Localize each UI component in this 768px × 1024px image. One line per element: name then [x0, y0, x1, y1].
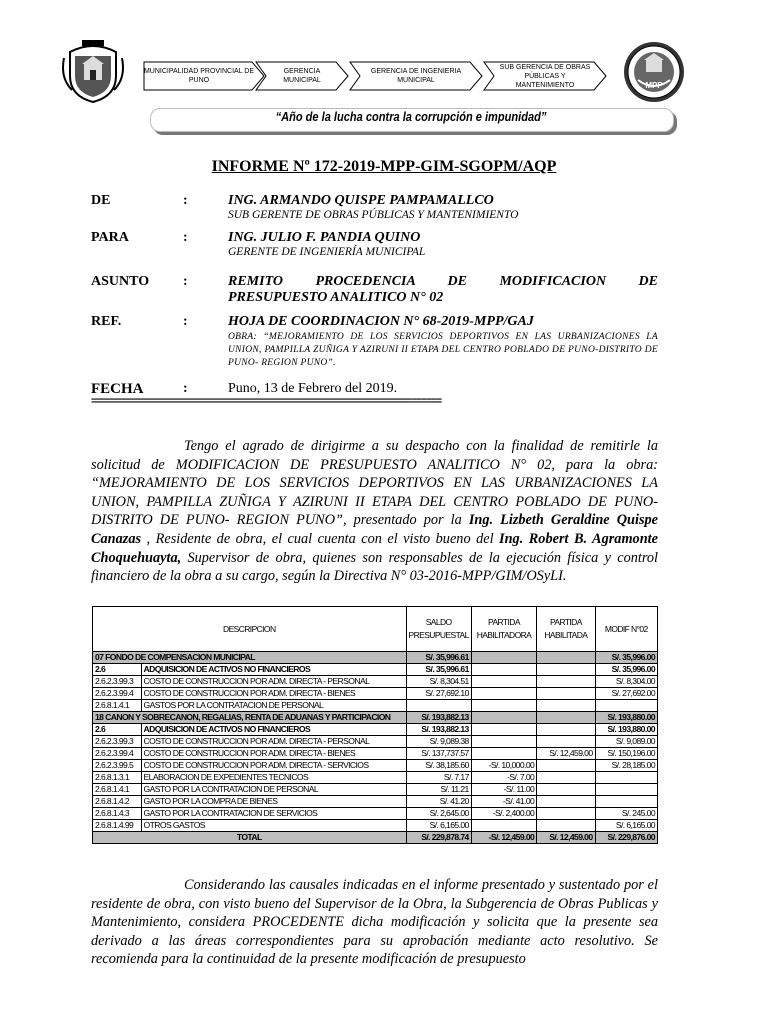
table-row: 2.6 ADQUISICION DE ACTIVOS NO FINANCIEROS S/. 193,882.13 S/. 193,880.00	[93, 724, 658, 736]
ref-colon: :	[183, 314, 188, 329]
report-title: INFORME Nº 172-2019-MPP-GIM-SGOPM/AQP	[211, 158, 557, 175]
header-partida-habilitadora: PARTIDA HABILITADORA	[471, 607, 536, 652]
table-row: 2.6.8.1.4.1 GASTOS POR LA CONTRATACION DE PERSONAL	[93, 700, 658, 712]
table-row: 2.6.8.1.4.2 GASTO POR LA COMPRA DE BIENES S/. 41.20 -S/. 41.00	[93, 796, 658, 808]
obra-description: OBRA: “MEJORAMIENTO DE LOS SERVICIOS DEPORTIVOS EN LAS URBANIZACIONES LA UNION, PAMPILLA ZUÑIGA Y AZIRUNI II ETAPA DEL CENTRO POBLADO DE PUNO-DISTRITO DE PUNO- REGION PUNO”.	[228, 332, 658, 368]
budget-modification-table	[92, 606, 658, 844]
asunto-colon: :	[183, 274, 188, 289]
table-row: 18 CANON Y SOBRECANON, REGALIAS, RENTA DE ADUANAS Y PARTICIPACION S/. 193,882.13 S/. 193,880.00	[93, 712, 658, 724]
para-colon: :	[183, 230, 188, 245]
de-name: ING. ARMANDO QUISPE PAMPAMALLCO	[228, 193, 494, 208]
ref-label: REF.	[91, 314, 122, 329]
breadcrumb-municipalidad: MUNICIPALIDAD PROVINCIAL DE PUNO	[140, 58, 270, 94]
table-row: 2.6.8.1.4.1 GASTO POR LA CONTRATACION DE PERSONAL S/. 11.21 -S/. 11.00	[93, 784, 658, 796]
table-row: 2.6 ADQUISICION DE ACTIVOS NO FINANCIEROS S/. 35,996.61 S/. 35,996.00	[93, 664, 658, 676]
separator-line: ======================================================================	[91, 397, 442, 408]
table-row: 2.6.2.3.99.4 COSTO DE CONSTRUCCION POR ADM. DIRECTA - BIENES S/. 27,692.10 S/. 27,692.00	[93, 688, 658, 700]
year-motto: “Año de la lucha contra la corrupción e impunidad”	[275, 109, 547, 124]
table-row: 2.6.2.3.99.3 COSTO DE CONSTRUCCION POR ADM. DIRECTA - PERSONAL S/. 8,304.51 S/. 8,304.00	[93, 676, 658, 688]
breadcrumb-subgerencia: SUB GERENCIA DE OBRAS PÚBLICAS Y MANTENIMIENTO	[480, 58, 610, 94]
municipal-coat-of-arms-icon	[62, 38, 124, 104]
de-label: DE	[91, 193, 111, 208]
table-row: 2.6.8.1.4.3 GASTO POR LA CONTRATACION DE SERVICIOS S/. 2,645.00 -S/. 2,400.00 S/. 245.00	[93, 808, 658, 820]
table-row: 2.6.2.3.99.3 COSTO DE CONSTRUCCION POR ADM. DIRECTA - PERSONAL S/. 9,089.38 S/. 9,089.00	[93, 736, 658, 748]
asunto-line-2: PRESUPUESTO ANALITICO N° 02	[228, 290, 444, 305]
paragraph-2: Considerando las causales indicadas en el informe presentado y sustentado por el residente de obra, con visto bueno del Supervisor de la Obra, la Subgerencia de Obras Publicas y Mantenimiento, considera PROCEDENTE dicha modificación y solicita que la presente sea derivado a las áreas correspondientes para su aprobación mediante acto resolutivo. Se recomienda para la continuidad de la presente modificación de presupuesto	[91, 877, 658, 968]
asunto-label: ASUNTO	[91, 274, 150, 289]
fecha-label: FECHA	[91, 381, 144, 397]
de-colon: :	[183, 193, 188, 208]
header-descripcion: DESCRIPCION	[93, 607, 407, 652]
mpp-seal-icon	[622, 40, 686, 104]
ref-value: HOJA DE COORDINACION N° 68-2019-MPP/GAJ	[228, 314, 534, 329]
fecha-colon: :	[183, 381, 188, 396]
fecha-value: Puno, 13 de Febrero del 2019.	[228, 381, 398, 396]
para-label: PARA	[91, 230, 129, 245]
paragraph-1: Tengo el agrado de dirigirme a su despacho con la finalidad de remitirle la solicitud de MODIFICACION DE PRESUPUESTO ANALITICO N° 02, para la obra: “MEJORAMIENTO DE LOS SERVICIOS DEPORTIVOS EN LAS URBANIZACIONES LA UNION, PAMPILLA ZUÑIGA Y AZIRUNI II ETAPA DEL CENTRO POBLADO DE PUNO-DISTRITO DE PUNO- REGION PUNO”, presentado por la Ing. Lizbeth Geraldine Quispe Canazas , Residente de obra, el cual cuenta con el visto bueno del Ing. Robert B. Agramonte Choquehuayta, Supervisor de obra, quienes son responsables de la ejecución física y control financiero de la obra a su cargo, según la Directiva N° 03-2016-MPP/GIM/OSyLI.	[91, 438, 659, 585]
seal-label: MPP	[645, 81, 663, 90]
para-title: GERENTE DE INGENIERÍA MUNICIPAL	[228, 246, 426, 258]
breadcrumb-gerencia: GERENCIA MUNICIPAL	[252, 58, 352, 94]
table-row: 2.6.2.3.99.5 COSTO DE CONSTRUCCION POR ADM. DIRECTA - SERVICIOS S/. 38,185.60 -S/. 10,000.00 S/. 28,185.00	[93, 760, 658, 772]
table-row: 2.6.2.3.99.4 COSTO DE CONSTRUCCION POR ADM. DIRECTA - BIENES S/. 137,737.57 S/. 12,459.00 S/. 150,196.00	[93, 748, 658, 760]
header-partida-habilitada: PARTIDA HABILITADA	[537, 607, 595, 652]
table-total-row: TOTAL S/. 229,878.74 -S/. 12,459.00 S/. 12,459.00 S/. 229,876.00	[93, 832, 658, 844]
header-saldo: SALDO PRESUPUESTAL	[406, 607, 471, 652]
header-modif: MODIF N°02	[595, 607, 657, 652]
table-row: 2.6.8.1.4.99 OTROS GASTOS S/. 6,165.00 S/. 6,165.00	[93, 820, 658, 832]
asunto-line-1: REMITO PROCEDENCIA DE MODIFICACION DE	[228, 274, 658, 289]
table-row: 07 FONDO DE COMPENSACION MUNICIPAL S/. 35,996.61 S/. 35,996.00	[93, 652, 658, 664]
para-name: ING. JULIO F. PANDIA QUINO	[228, 230, 421, 245]
table-header-row	[93, 607, 658, 652]
breadcrumb-gerencia-ingenieria: GERENCIA DE INGENIERIA MUNICIPAL	[346, 58, 486, 94]
de-title: SUB GERENTE DE OBRAS PÚBLICAS Y MANTENIMIENTO	[228, 209, 519, 221]
table-row: 2.6.8.1.3.1 ELABORACION DE EXPEDIENTES TECNICOS S/. 7.17 -S/. 7.00	[93, 772, 658, 784]
